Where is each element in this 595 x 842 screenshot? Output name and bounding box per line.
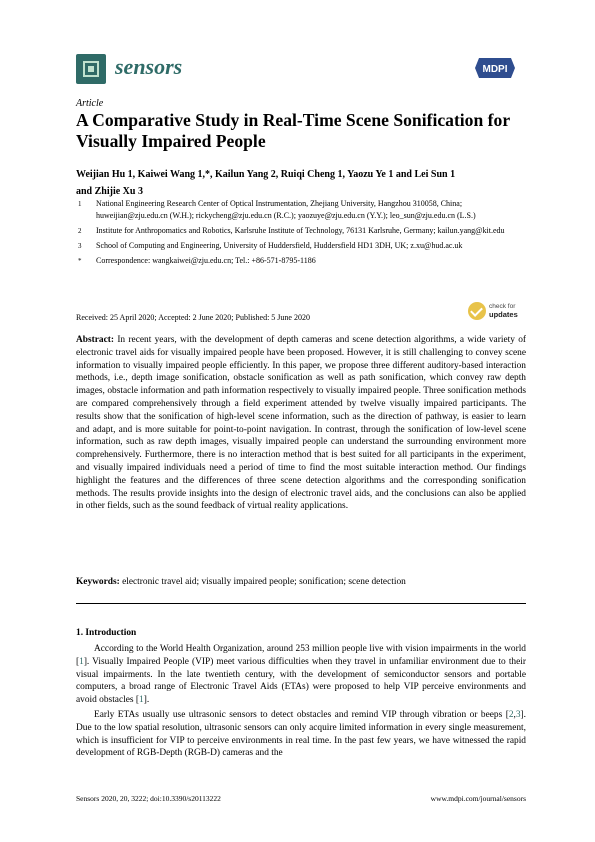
author-line-1: Weijian Hu 1, Kaiwei Wang 1,*, Kailun Yang 2, Ruiqi Cheng 1, Yaozu Ye 1 and Lei Sun 1	[76, 169, 456, 180]
keywords-text: electronic travel aid; visually impaired people; sonification; scene detection	[122, 577, 406, 587]
affiliation-item	[78, 240, 526, 252]
keywords	[76, 577, 526, 587]
journal-logo-icon	[76, 54, 106, 84]
affiliations	[78, 198, 526, 270]
paragraph: Early ETAs usually use ultrasonic sensors to detect obstacles and remind VIP through vibration or beeps [2,3]. Due to the low spatial resolution, ultrasonic sensors can only acquire limited information in every single measurement, which is insufficient for VIP to perceive environments in real time. In the past few years, we have witnessed the rapid development of RGB-Depth (RGB-D) cameras and the	[76, 709, 526, 759]
affiliation-text: Institute for Anthropomatics and Robotics, Karlsruhe Institute of Technology, 76131 Karlsruhe, Germany; kailun.yang@kit.edu	[96, 226, 505, 235]
abstract-text: In recent years, with the development of depth cameras and scene detection algorithms, a wide variety of electronic travel aids for visually impaired people have been proposed. However, it is still challenging to convey scene information to visually impaired people efficiently. In this paper, we propose three different auditory-based interaction methods, i.e., depth image sonification, obstacle sonification as well as path sonification, which convey raw depth images, obstacle information and path information respectively to visually impaired people. Three sonification methods are compared comprehensively through a field experiment attended by twelve visually impaired participants. The results show that the sonification of high-level scene information, such as the direction of pathway, is easier to learn and adapt, and is more suitable for point-to-point navigation. In contrast, through the sonification of low-level scene information, such as raw depth images, visually impaired people can understand the surrounding environment more comprehensively. Furthermore, there is no interaction method that is best suited for all participants in the experiment, and visually impaired individuals need a period of time to find the most suitable interaction method. Our findings highlight the features and the differences of three scene detection algorithms and the corresponding sonification methods. The results provide insights into the design of electronic travel aids, and the conclusions can also be applied in other fields, such as the sound feedback of virtual reality applications.	[76, 335, 526, 512]
correspondence-text: Correspondence: wangkaiwei@zju.edu.cn; Tel.: +86-571-8795-1186	[96, 256, 316, 265]
footer-citation: Sensors 2020, 20, 3222; doi:10.3390/s20113222	[76, 794, 221, 803]
paragraph: According to the World Health Organization, around 253 million people live with vision impairments in the world [1]. Visually Impaired People (VIP) meet various difficulties when they travel in unfamiliar environment due to their visual impairments. In the late twentieth century, with the development of semiconductor sensors and portable computers, a broad range of Electronic Travel Aids (ETAs) were proposed to help VIP perceive environments and avoid obstacles [1].	[76, 644, 526, 706]
affiliation-number: 3	[78, 242, 82, 250]
citation-link[interactable]: 1	[139, 695, 144, 706]
abstract	[76, 334, 526, 513]
affiliation-item	[78, 198, 526, 222]
section-heading: 1. Introduction	[76, 628, 137, 638]
affiliation-number: *	[78, 257, 82, 265]
check-updates-label: check for updates	[489, 303, 518, 319]
publisher-name: MDPI	[482, 64, 508, 75]
correspondence	[78, 255, 526, 267]
abstract-label: Abstract:	[76, 335, 115, 345]
citation-link[interactable]: 2	[508, 709, 514, 720]
affiliation-text: School of Computing and Engineering, University of Huddersfield, Huddersfield HD1 3DH, UK; z.xu@hud.ac.uk	[96, 241, 463, 250]
check-for-updates-button[interactable]	[468, 301, 528, 323]
check-updates-icon	[468, 302, 486, 320]
keywords-label: Keywords:	[76, 577, 120, 587]
affiliation-number: 2	[78, 227, 82, 235]
citation-link[interactable]: 3	[515, 709, 521, 720]
article-title: A Comparative Study in Real-Time Scene Sonification for Visually Impaired People	[76, 110, 510, 151]
journal-name: sensors	[115, 54, 183, 79]
footer-journal-url[interactable]: www.mdpi.com/journal/sensors	[430, 794, 526, 803]
article-type: Article	[76, 98, 104, 109]
introduction-body	[76, 643, 526, 762]
section-divider	[76, 603, 526, 604]
citation-link[interactable]: 1	[79, 656, 84, 667]
affiliation-text: National Engineering Research Center of Optical Instrumentation, Zhejiang University, Hangzhou 310058, China; huweijian@zju.edu.cn (W.H.); rickycheng@zju.edu.cn (R.C.); yaozuye@zju.edu.cn (Y.Y.); leo_sun@zju.edu.cn (L.S.)	[96, 199, 476, 220]
publication-dates: Received: 25 April 2020; Accepted: 2 June 2020; Published: 5 June 2020	[76, 313, 310, 322]
publisher-logo-icon	[473, 56, 517, 80]
author-line-2: and Zhijie Xu 3	[76, 186, 143, 197]
affiliation-number: 1	[78, 200, 82, 208]
author-list	[76, 166, 526, 200]
affiliation-item	[78, 225, 526, 237]
